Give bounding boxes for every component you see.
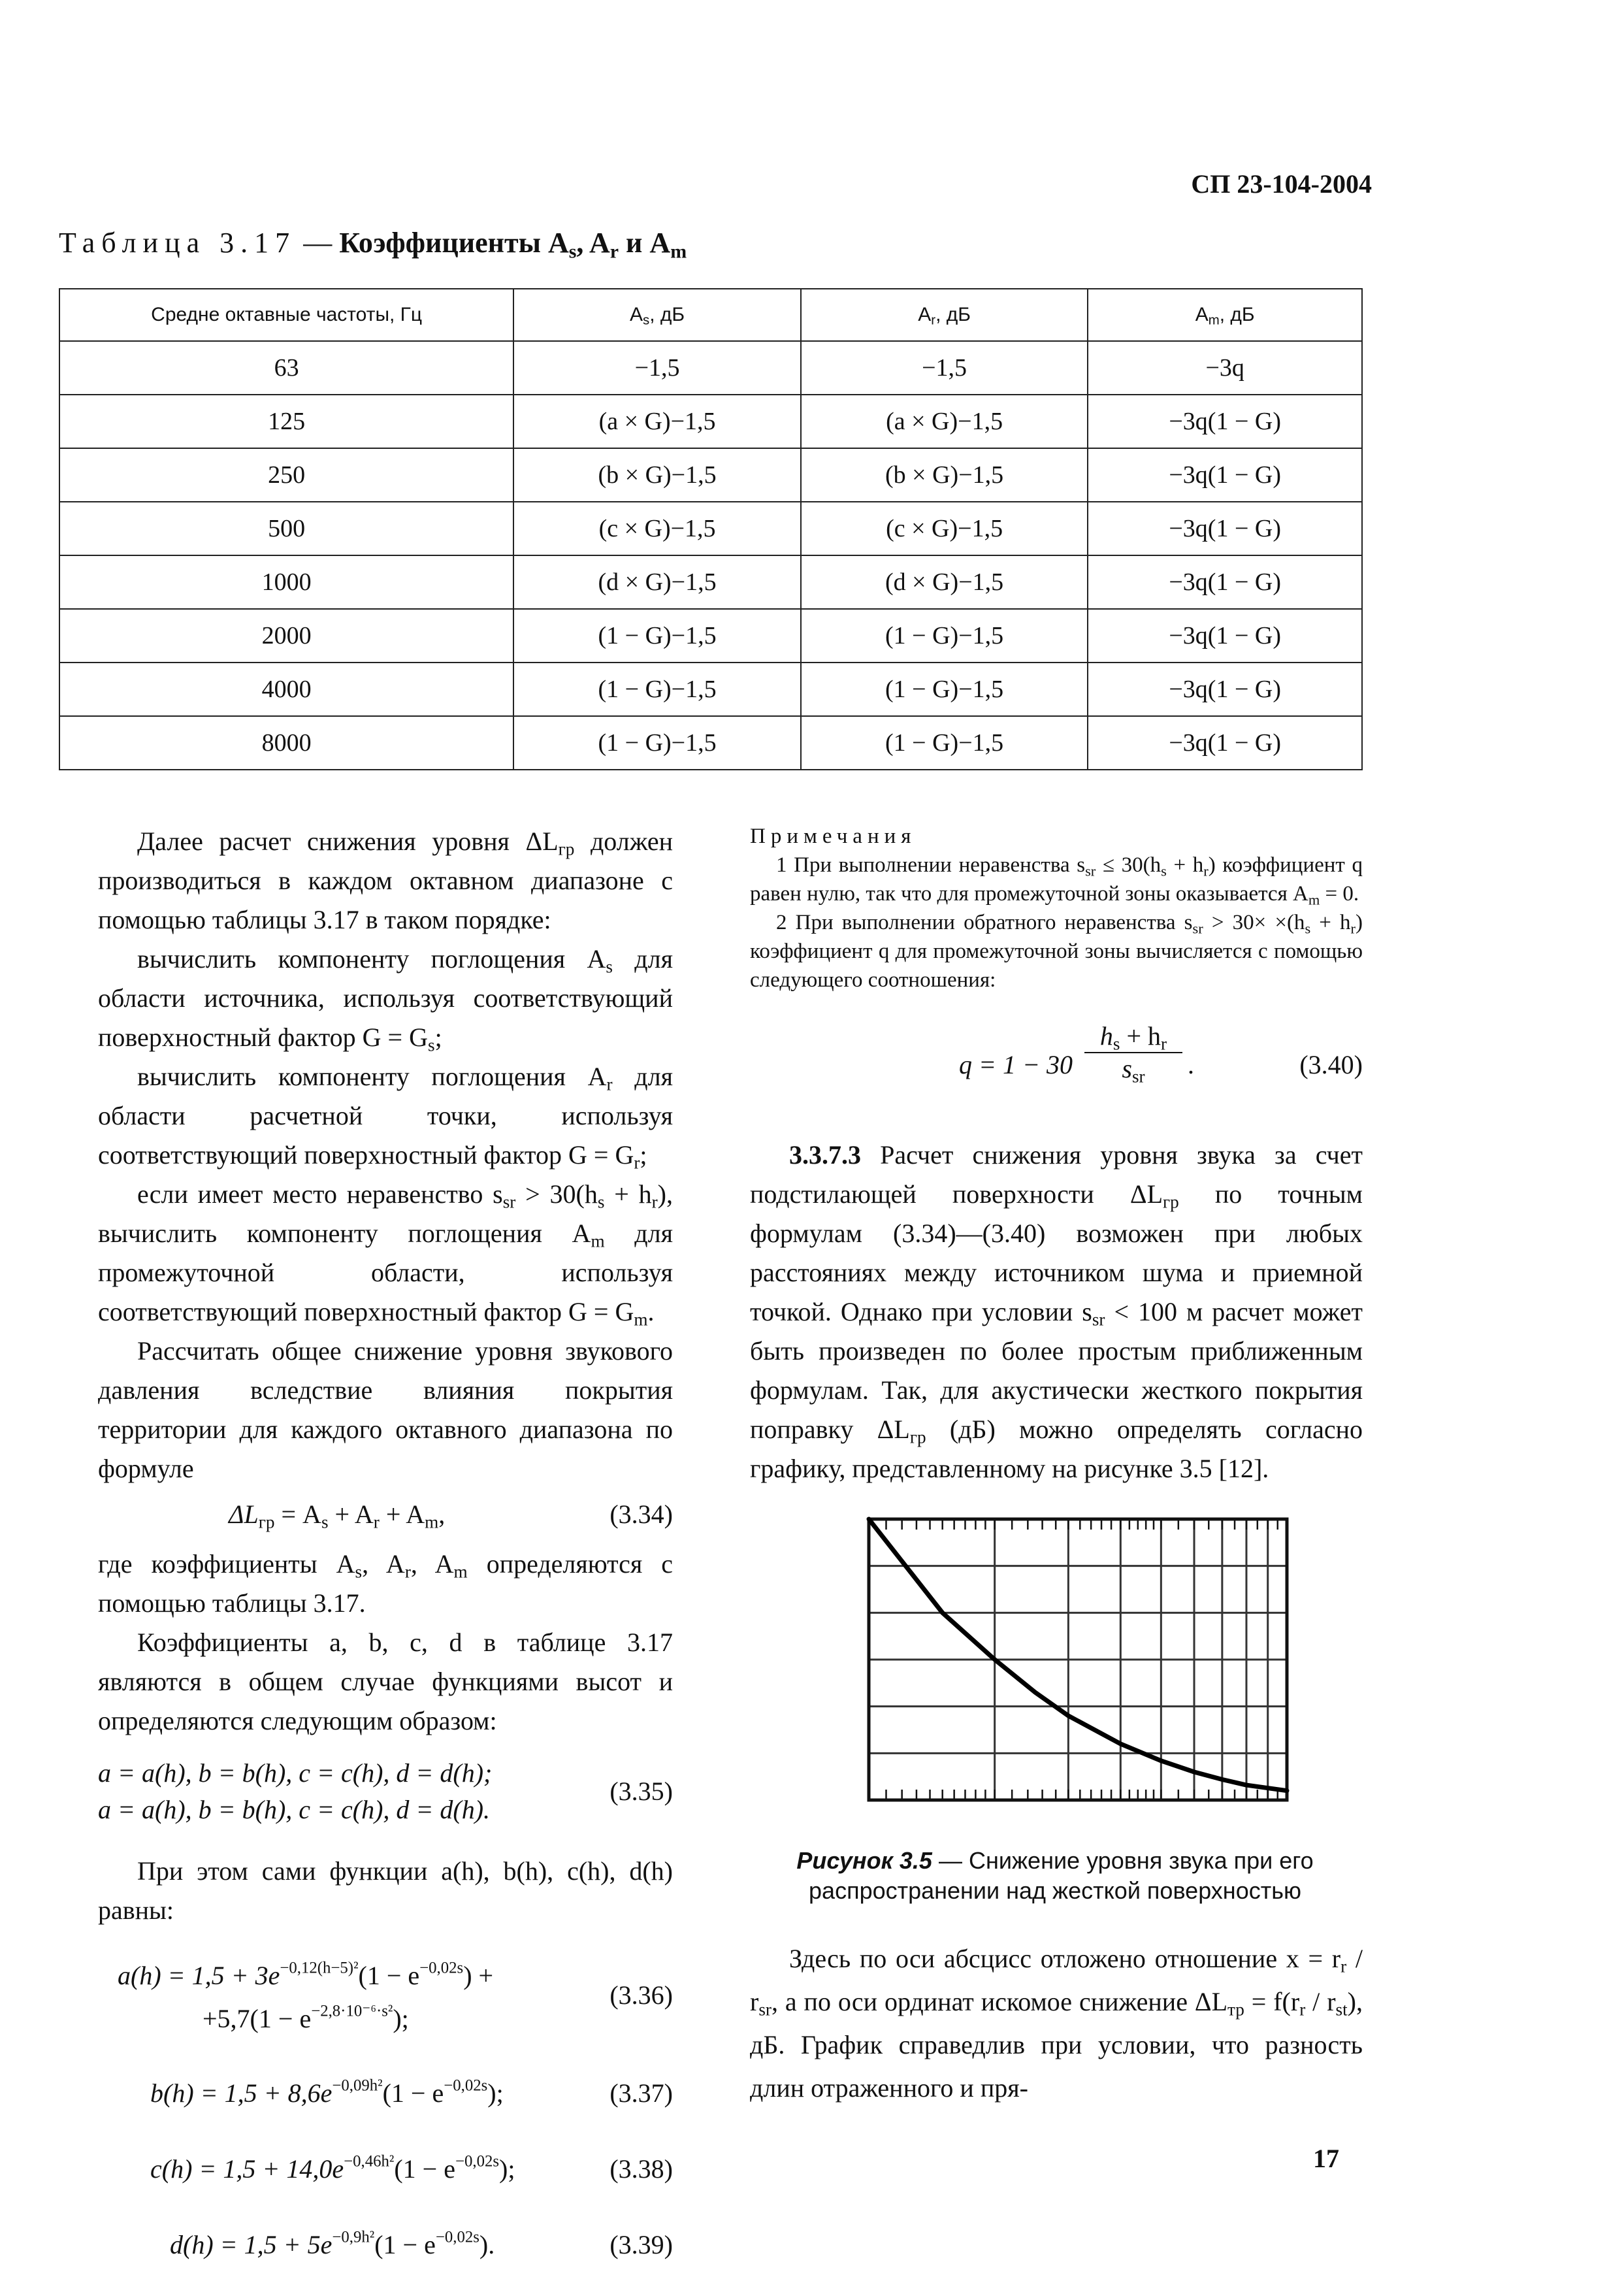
series-line (869, 1519, 1287, 1791)
table-row (59, 341, 1362, 395)
table-cell: 250 (59, 448, 513, 502)
table-cell: (a × G)−1,5 (801, 395, 1088, 448)
table-cell: −3q(1 − G) (1088, 609, 1362, 663)
table-cell: 2000 (59, 609, 513, 663)
table-caption: Таблица 3.17 — Коэффициенты $A_s$, $A_r$ и $A_m$ (59, 227, 687, 263)
table-row (59, 716, 1362, 770)
header-am: $A_m$, дБ (1088, 289, 1362, 341)
page-number: 17 (1313, 2144, 1339, 2173)
equation-3-36: $a(h) = 1,5 + 3e^{-0,12(h-5)^2}(1 - e^{-0,02s})$ + $+5,7(1 - e^{-2,8\cdot 10^{-6}\cdot s^2})$; (3.36) (118, 1959, 673, 2033)
paragraph: если имеет место неравенство $s_{sr} > 30(h_s + h_r)$, вычислить компоненту поглощения $A_m$ для промежуточной области, используя соответствующий поверхностный фактор $G = G_m$. (98, 1179, 673, 1330)
table-row (59, 448, 1362, 502)
header-as: $A_s$, дБ (513, 289, 801, 341)
paragraph-axis-description: Здесь по оси абсцисс отложено отношение $x = r_r / r_{sr}$, а по оси ординат искомое снижение $\Delta L_{тр} = f(r_r / r_{st})$, дБ. График справедлив при условии, что разность длин отраженного и пря- (750, 1944, 1363, 2103)
left-column (98, 822, 673, 2265)
figure-3-5 (856, 1506, 1300, 1833)
paragraph: вычислить компоненту поглощения $A_r$ для области расчетной точки, используя соответствующий поверхностный фактор $G = G_r$; (98, 1062, 673, 1173)
table-cell: (c × G)−1,5 (513, 502, 801, 555)
paragraph: Далее расчет снижения уровня $\Delta L_{гр}$ должен производиться в каждом октавном диапазоне с помощью таблицы 3.17 в таком порядке: (98, 827, 674, 934)
note-2: 2 При выполнении обратного неравенства $s_{sr} > 30\times \times(h_s + h_r)$ коэффициент q для промежуточной зоны вычисляется с помощью следующего соотношения: (750, 911, 1363, 992)
table-cell: (d × G)−1,5 (801, 555, 1088, 609)
header-ar: $A_r$, дБ (801, 289, 1088, 341)
equation-3-39: $d(h) = 1,5 + 5e^{-0,9h^2}(1 - e^{-0,02s})$. (3.39) (170, 2228, 673, 2259)
figure-caption: Рисунок 3.5 — Снижение уровня звука при его распространении над жесткой поверхностью (796, 1847, 1314, 1904)
table-cell: −3q (1088, 341, 1362, 395)
equation-3-38: $c(h) = 1,5 + 14,0e^{-0,46h^2}(1 - e^{-0,02s})$; (3.38) (150, 2152, 673, 2184)
table-cell: −3q(1 − G) (1088, 448, 1362, 502)
table-cell: 8000 (59, 716, 513, 770)
table-cell: 4000 (59, 663, 513, 716)
paragraph: где коэффициенты $A_s$, $A_r$, $A_m$ определяются с помощью таблицы 3.17. (98, 1549, 673, 1618)
table-cell: (1 − G)−1,5 (513, 716, 801, 770)
table-cell: 500 (59, 502, 513, 555)
chart (856, 1506, 1300, 1833)
coefficients-table (59, 288, 1363, 770)
table-cell: (b × G)−1,5 (801, 448, 1088, 502)
table-cell: −3q(1 − G) (1088, 502, 1362, 555)
right-column (750, 822, 1363, 1488)
table-header-row (59, 289, 1362, 341)
table-cell: 125 (59, 395, 513, 448)
table-cell: −1,5 (513, 341, 801, 395)
note-1: 1 При выполнении неравенства $s_{sr} \le 30(h_s + h_r)$ коэффициент q равен нулю, так что для промежуточной зоны оказывается $A_m = 0$. (750, 853, 1363, 908)
table-cell: (d × G)−1,5 (513, 555, 801, 609)
paragraph: При этом сами функции a(h), b(h), c(h), d(h) равны: (98, 1856, 673, 1925)
table-cell: (c × G)−1,5 (801, 502, 1088, 555)
table-row (59, 663, 1362, 716)
paragraph: вычислить компоненту поглощения $A_s$ для области источника, используя соответствующий поверхностный фактор $G = G_s$; (98, 944, 673, 1055)
table-cell: (b × G)−1,5 (513, 448, 801, 502)
table-cell: (1 − G)−1,5 (513, 609, 801, 663)
equation-3-37: $b(h) = 1,5 + 8,6e^{-0,09h^2}(1 - e^{-0,02s})$; (3.37) (150, 2076, 673, 2108)
table-cell: −3q(1 − G) (1088, 716, 1362, 770)
table-cell: −1,5 (801, 341, 1088, 395)
table-cell: (a × G)−1,5 (513, 395, 801, 448)
table-row (59, 555, 1362, 609)
header-frequency: Средне октавные частоты, Гц (59, 289, 513, 341)
notes-heading: Примечания (750, 825, 917, 848)
table-cell: −3q(1 − G) (1088, 555, 1362, 609)
table-row (59, 395, 1362, 448)
paragraph-3-3-7-3: 3.3.7.3 Расчет снижения уровня звука за счет подстилающей поверхности $\Delta L_{гр}$ по точным формулам (3.34)—(3.40) возможен при любых расстояниях между источником шума и приемной точкой. Однако при условии $s_{sr} < 100$ м расчет может быть произведен по более простым приближенным формулам. Так, для акустически жесткого покрытия поправку $\Delta L_{гр}$ (дБ) можно определять согласно графику, представленному на рисунке 3.5 [12]. (750, 1140, 1363, 1483)
notes-block (750, 822, 1363, 994)
table-cell: 1000 (59, 555, 513, 609)
table-cell: (1 − G)−1,5 (513, 663, 801, 716)
table-cell: (1 − G)−1,5 (801, 609, 1088, 663)
table-cell: −3q(1 − G) (1088, 663, 1362, 716)
paragraph: Коэффициенты a, b, c, d в таблице 3.17 являются в общем случае функциями высот и определяются следующим образом: (98, 1628, 673, 1735)
table-row (59, 502, 1362, 555)
table-cell: (1 − G)−1,5 (801, 716, 1088, 770)
equation-3-35: a = a(h), b = b(h), c = c(h), d = d(h); a = a(h), b = b(h), c = c(h), d = d(h). (3.35) (98, 1758, 673, 1824)
paragraph: Рассчитать общее снижение уровня звукового давления вследствие влияния покрытия территории для каждого октавного диапазона по формуле (98, 1336, 673, 1483)
equation-3-40: q = 1 − 30 $h_s + h_r$ $s_{sr}$ . (3.40) (959, 1021, 1363, 1087)
document-code: СП 23-104-2004 (1191, 169, 1372, 199)
table-row (59, 609, 1362, 663)
equation-3-34: $\Delta L_{гр} = A_s + A_r + A_m$, (3.34) (229, 1499, 673, 1532)
table-cell: 63 (59, 341, 513, 395)
table-cell: −3q(1 − G) (1088, 395, 1362, 448)
table-cell: (1 − G)−1,5 (801, 663, 1088, 716)
